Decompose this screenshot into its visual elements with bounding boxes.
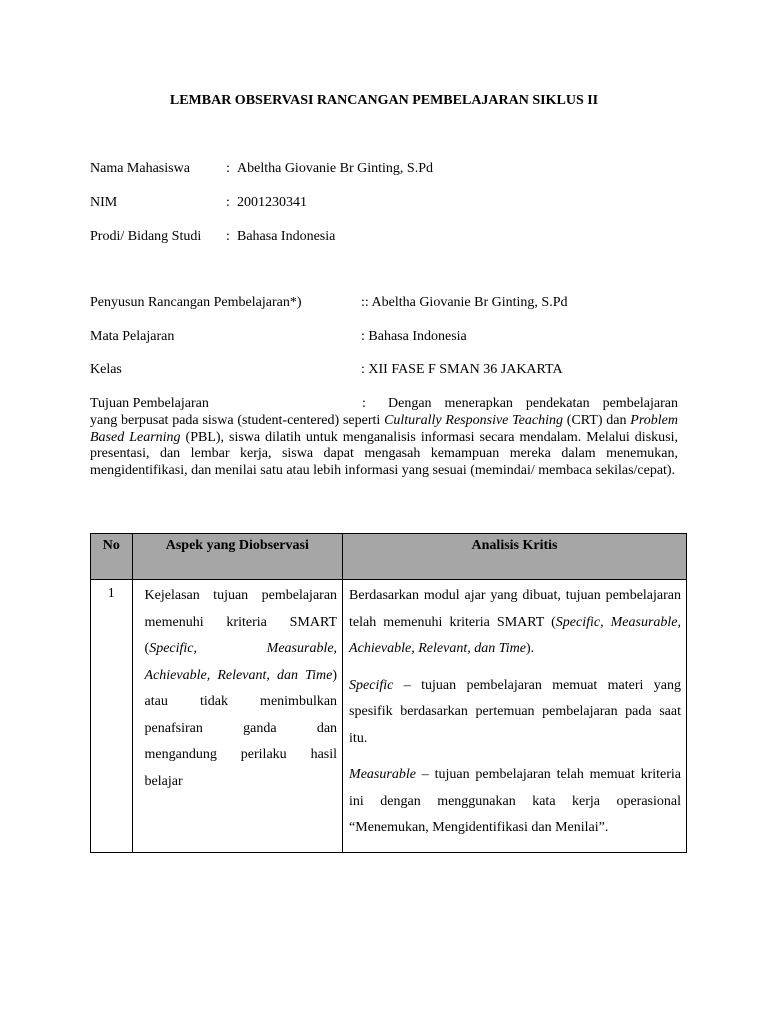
identity-colon: : [226, 229, 230, 244]
aspek-text: Kejelasan tujuan pembelajaran memenuhi kriteria SMART ( [144, 588, 338, 656]
plan-label: Mata Pelajaran [90, 329, 175, 344]
objective-pbl: Problem Based Learning [90, 412, 678, 445]
analisis-smart-terms: Specific, Measurable, Achievable, Relevant, dan Time [349, 614, 681, 656]
objective-label: Tujuan Pembelajaran [90, 396, 209, 411]
table-row [91, 580, 687, 853]
header-aspek: Aspek yang Diobservasi [132, 534, 343, 580]
identity-value: Abeltha Giovanie Br Ginting, S.Pd [237, 161, 433, 176]
analisis-text: – tujuan pembelajaran telah memuat kriteria ini dengan menggunakan kata kerja operasional “Menemukan, Mengidentifikasi dan Menilai”. [349, 767, 681, 835]
learning-objective-paragraph [90, 396, 678, 480]
aspek-text: ) atau tidak menimbulkan penafsiran ganda dan mengandung perilaku hasil belajar [144, 667, 338, 789]
identity-value: 2001230341 [237, 195, 307, 210]
analisis-text: ). [525, 641, 535, 656]
objective-text: Dengan menerapkan pendekatan pembelajaran yang berpusat pada siswa (student-centered) seperti [90, 396, 678, 428]
aspek-cell [132, 580, 343, 853]
row-number: 1 [91, 580, 133, 853]
analisis-paragraph [349, 673, 681, 753]
table-header-row [91, 534, 687, 580]
analisis-paragraph [349, 583, 681, 663]
header-no: No [91, 534, 133, 580]
header-analisis: Analisis Kritis [343, 534, 687, 580]
plan-value: :: Abeltha Giovanie Br Ginting, S.Pd [361, 295, 568, 310]
objective-text: (CRT) dan [563, 412, 631, 428]
identity-colon: : [226, 195, 230, 210]
objective-crt: Culturally Responsive Teaching [384, 412, 563, 428]
plan-label: Kelas [90, 362, 122, 377]
analisis-cell [343, 580, 687, 853]
analisis-term: Measurable [349, 767, 416, 782]
identity-value: Bahasa Indonesia [237, 229, 336, 244]
analisis-paragraph [349, 762, 681, 842]
plan-value: : XII FASE F SMAN 36 JAKARTA [361, 362, 563, 377]
observation-table [90, 533, 687, 853]
plan-label: Penyusun Rancangan Pembelajaran*) [90, 295, 302, 310]
analisis-term: Specific [349, 677, 394, 693]
objective-text: (PBL), siswa dilatih untuk menganalisis informasi secara mendalam. Melalui diskusi, presentasi, dan lembar kerja, siswa dapat mengasah kemampuan mereka dalam menemukan, mengidentifikasi, dan menilai satu atau lebih informasi yang sesuai (memindai/ membaca sekilas/cepat). [90, 429, 678, 479]
identity-label: Prodi/ Bidang Studi [90, 229, 202, 244]
aspek-smart-terms: Specific, Measurable, Achievable, Relevant, dan Time [144, 641, 338, 683]
plan-value: : Bahasa Indonesia [361, 329, 467, 344]
document-title: LEMBAR OBSERVASI RANCANGAN PEMBELAJARAN SIKLUS II [169, 93, 599, 108]
analisis-text: Berdasarkan modul ajar yang dibuat, tujuan pembelajaran telah memenuhi kriteria SMART ( [349, 588, 681, 630]
identity-label: NIM [90, 195, 118, 210]
identity-label: Nama Mahasiswa [90, 161, 190, 176]
objective-colon: : [362, 396, 366, 411]
analisis-text: – tujuan pembelajaran memuat materi yang spesifik berdasarkan pertemuan pembelajaran pada saat itu. [349, 677, 681, 746]
identity-colon: : [226, 161, 230, 176]
